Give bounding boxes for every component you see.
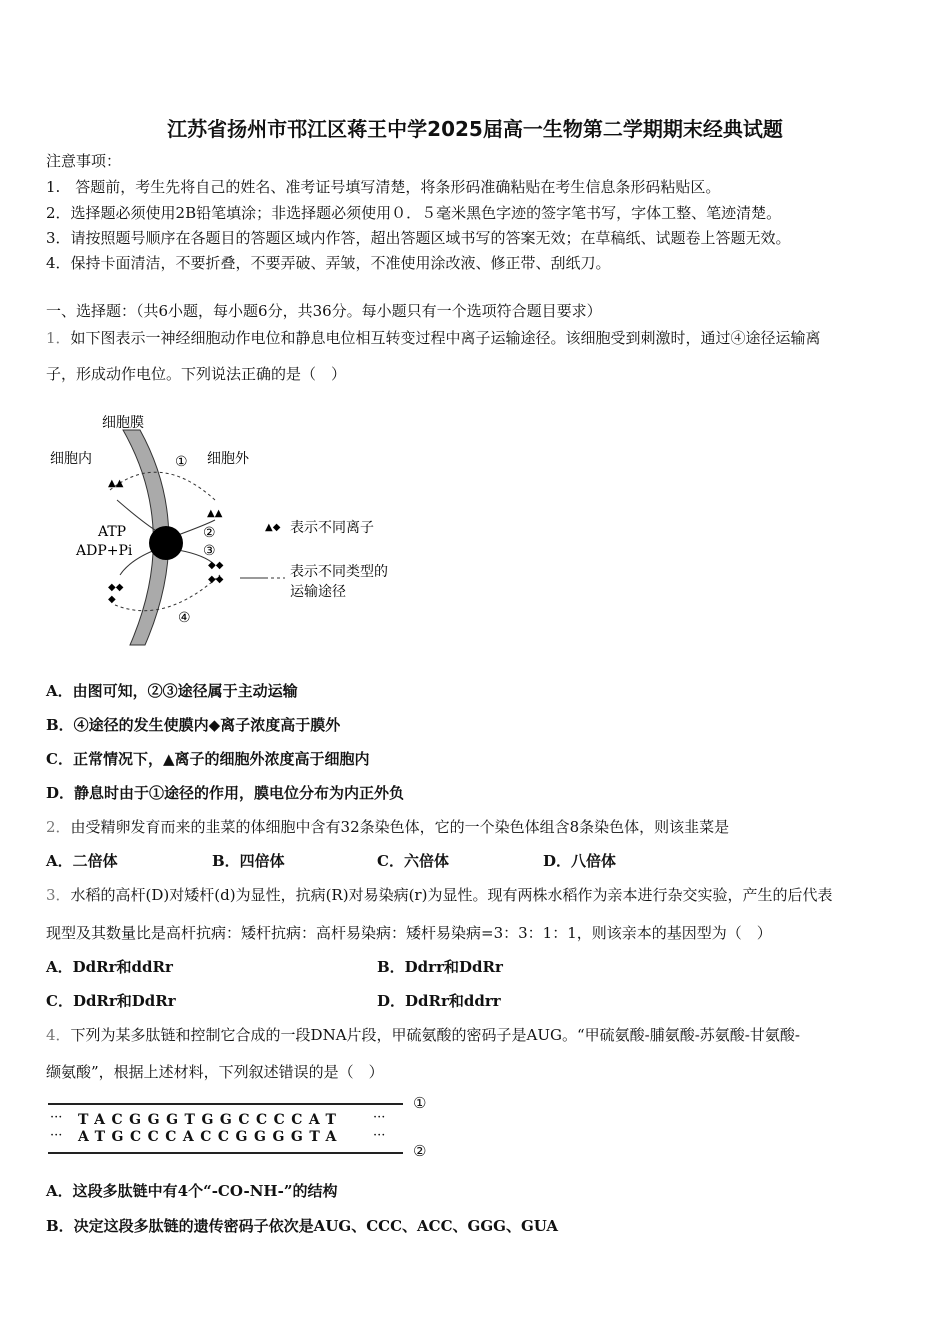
question-text: 如下图表示一神经细胞动作电位和静息电位相互转变过程中离子运输途径。该细胞受到刺激时，通过④途径运输离 [70,329,821,347]
note-item: 1. 答题前，考生先将自己的姓名、准考证号填写清楚，将条形码准确粘贴在考生信息条形码粘贴区。 [46,178,721,196]
notes-heading: 注意事项： [46,152,122,170]
question-text: 缬氨酸”，根据上述材料，下列叙述错误的是（ ） [46,1063,384,1081]
section-heading: 一、选择题：（共6小题，每小题6分，共36分。每小题只有一个选项符合题目要求） [46,302,602,320]
svg-text:◆◆: ◆◆ [208,574,224,585]
strand-label: ① [413,1094,427,1112]
note-item: 4．保持卡面清洁，不要折叠，不要弄破、弄皱，不准使用涂改液、修正带、刮纸刀。 [46,254,611,272]
option: B．④途径的发生使膜内◆离子浓度高于膜外 [46,716,341,734]
svg-text:ATP: ATP [98,524,127,540]
question-text: 由受精卵发育而来的韭菜的体细胞中含有32条染色体，它的一个染色体组含8条染色体，则该韭菜是 [70,818,730,836]
question-number: 3． [46,886,71,904]
option: C．正常情况下，▲离子的细胞外浓度高于细胞内 [46,750,370,768]
svg-text:▲◆: ▲◆ [265,522,281,533]
question-number: 2． [46,818,71,836]
label-membrane: 细胞膜 [102,415,144,431]
option: C．六倍体 [377,852,449,870]
legend-ions: 表示不同离子 [290,520,374,536]
ion-transport-diagram [40,400,420,650]
question-text: 现型及其数量比是高杆抗病：矮杆抗病：高杆易染病：矮杆易染病=3：3：1：1，则该亲本的基因型为（ ） [46,924,772,942]
dna-strand-1: TACGGGTGGCCCCAT [78,1112,343,1128]
option: A．这段多肽链中有4个“-CO-NH-”的结构 [46,1182,338,1200]
svg-text:◆◆: ◆◆ [208,560,224,571]
svg-text:运输途径: 运输途径 [290,584,346,600]
note-item: 3．请按照题号顺序在各题目的答题区域内作答，超出答题区域书写的答案无效；在草稿纸、试题卷上答题无效。 [46,229,791,247]
strand-label: ② [413,1142,427,1160]
option: D．DdRr和ddrr [377,992,501,1010]
option: D．八倍体 [543,852,617,870]
option: C．DdRr和DdRr [46,992,176,1010]
dna-fragment: ① ② ··· ··· ··· ··· TACGGGTGGCCCCAT ATGCCCACCGGGGTA [50,1094,427,1160]
option: A．二倍体 [46,852,118,870]
svg-text:ADP+Pi: ADP+Pi [76,543,133,559]
option: B．决定这段多肽链的遗传密码子依次是AUG、CCC、ACC、GGG、GUA [46,1217,559,1235]
option: B．四倍体 [212,852,285,870]
question-text: 下列为某多肽链和控制它合成的一段DNA片段，甲硫氨酸的密码子是AUG。“甲硫氨酸-脯氨酸-苏氨酸-甘氨酸- [70,1026,800,1044]
option: D．静息时由于①途径的作用，膜电位分布为内正外负 [46,784,405,802]
question-number: 4． [46,1026,71,1044]
svg-text:◆: ◆ [108,594,116,605]
svg-text:▲▲: ▲▲ [207,508,223,519]
svg-text:②: ② [203,525,216,541]
svg-text:①: ① [175,454,188,470]
legend-paths: 表示不同类型的 [290,564,388,580]
option: A．DdRr和ddRr [46,958,173,976]
svg-text:▲▲: ▲▲ [108,478,124,489]
option: A．由图可知，②③途径属于主动运输 [46,682,298,700]
svg-text:◆◆: ◆◆ [108,582,124,593]
question-text: 水稻的高杆(D)对矮杆(d)为显性，抗病(R)对易染病(r)为显性。现有两株水稻作为亲本进行杂交实验，产生的后代表 [70,886,833,904]
question-text: 子，形成动作电位。下列说法正确的是（ ） [46,365,347,383]
label-inside: 细胞内 [50,451,92,467]
page-title: 江苏省扬州市邗江区蒋王中学2025届高一生物第二学期期末经典试题 [167,117,783,141]
option: B．Ddrr和DdRr [377,958,503,976]
label-outside: 细胞外 [207,451,249,467]
question-number: 1． [46,329,71,347]
svg-text:④: ④ [178,610,191,626]
note-item: 2．选择题必须使用2B铅笔填涂；非选择题必须使用０．５毫米黑色字迹的签字笔书写，字体工整、笔迹清楚。 [46,204,782,222]
svg-text:③: ③ [203,543,216,559]
dna-strand-2: ATGCCCACCGGGGTA [78,1129,343,1145]
